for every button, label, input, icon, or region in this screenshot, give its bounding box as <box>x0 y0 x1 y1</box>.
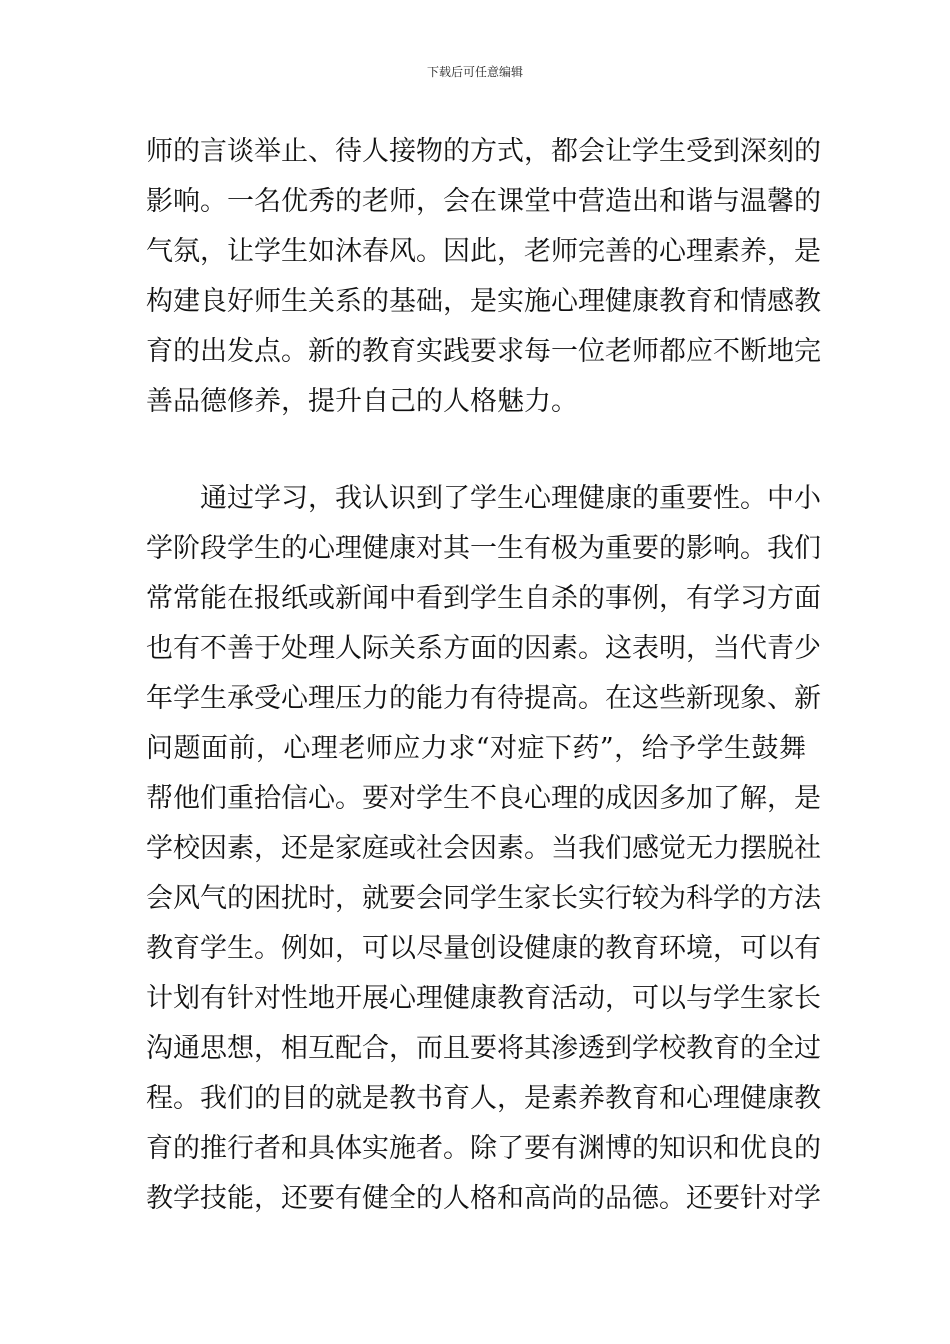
text-line: 程。我们的目的就是教书育人，是素养教育和心理健康教 <box>146 1083 821 1114</box>
text-line: 气氛，让学生如沐春风。因此，老师完善的心理素养，是 <box>146 236 821 267</box>
text-line: 构建良好师生关系的基础，是实施心理健康教育和情感教 <box>146 286 821 317</box>
text-line: 通过学习，我认识到了学生心理健康的重要性。中小 <box>200 483 821 514</box>
text-line: 年学生承受心理压力的能力有待提高。在这些新现象、新 <box>146 683 821 714</box>
text-line: 计划有针对性地开展心理健康教育活动，可以与学生家长 <box>146 983 821 1014</box>
text-line: 善品德修养，提升自己的人格魅力。 <box>146 386 578 417</box>
text-line: 常常能在报纸或新闻中看到学生自杀的事例，有学习方面 <box>146 583 821 614</box>
text-line: 师的言谈举止、待人接物的方式，都会让学生受到深刻的 <box>146 136 821 167</box>
text-line: 影响。一名优秀的老师，会在课堂中营造出和谐与温馨的 <box>146 186 821 217</box>
text-line: 育的推行者和具体实施者。除了要有渊博的知识和优良的 <box>146 1133 821 1164</box>
text-line: 学阶段学生的心理健康对其一生有极为重要的影响。我们 <box>146 533 821 564</box>
text-line: 也有不善于处理人际关系方面的因素。这表明，当代青少 <box>146 633 821 664</box>
text-line: 问题面前，心理老师应力求“对症下药”，给予学生鼓舞 <box>146 733 806 764</box>
page-header: 下载后可任意编辑 <box>426 65 523 79</box>
text-line: 沟通思想，相互配合，而且要将其渗透到学校教育的全过 <box>146 1033 821 1064</box>
text-line: 学校因素，还是家庭或社会因素。当我们感觉无力摆脱社 <box>146 833 821 864</box>
text-line: 育的出发点。新的教育实践要求每一位老师都应不断地完 <box>146 336 821 367</box>
text-line: 会风气的困扰时，就要会同学生家长实行较为科学的方法 <box>146 883 821 914</box>
text-line: 教育学生。例如，可以尽量创设健康的教育环境，可以有 <box>146 933 821 964</box>
text-line: 帮他们重拾信心。要对学生不良心理的成因多加了解，是 <box>146 783 821 814</box>
text-line: 教学技能，还要有健全的人格和高尚的品德。还要针对学 <box>146 1183 821 1214</box>
